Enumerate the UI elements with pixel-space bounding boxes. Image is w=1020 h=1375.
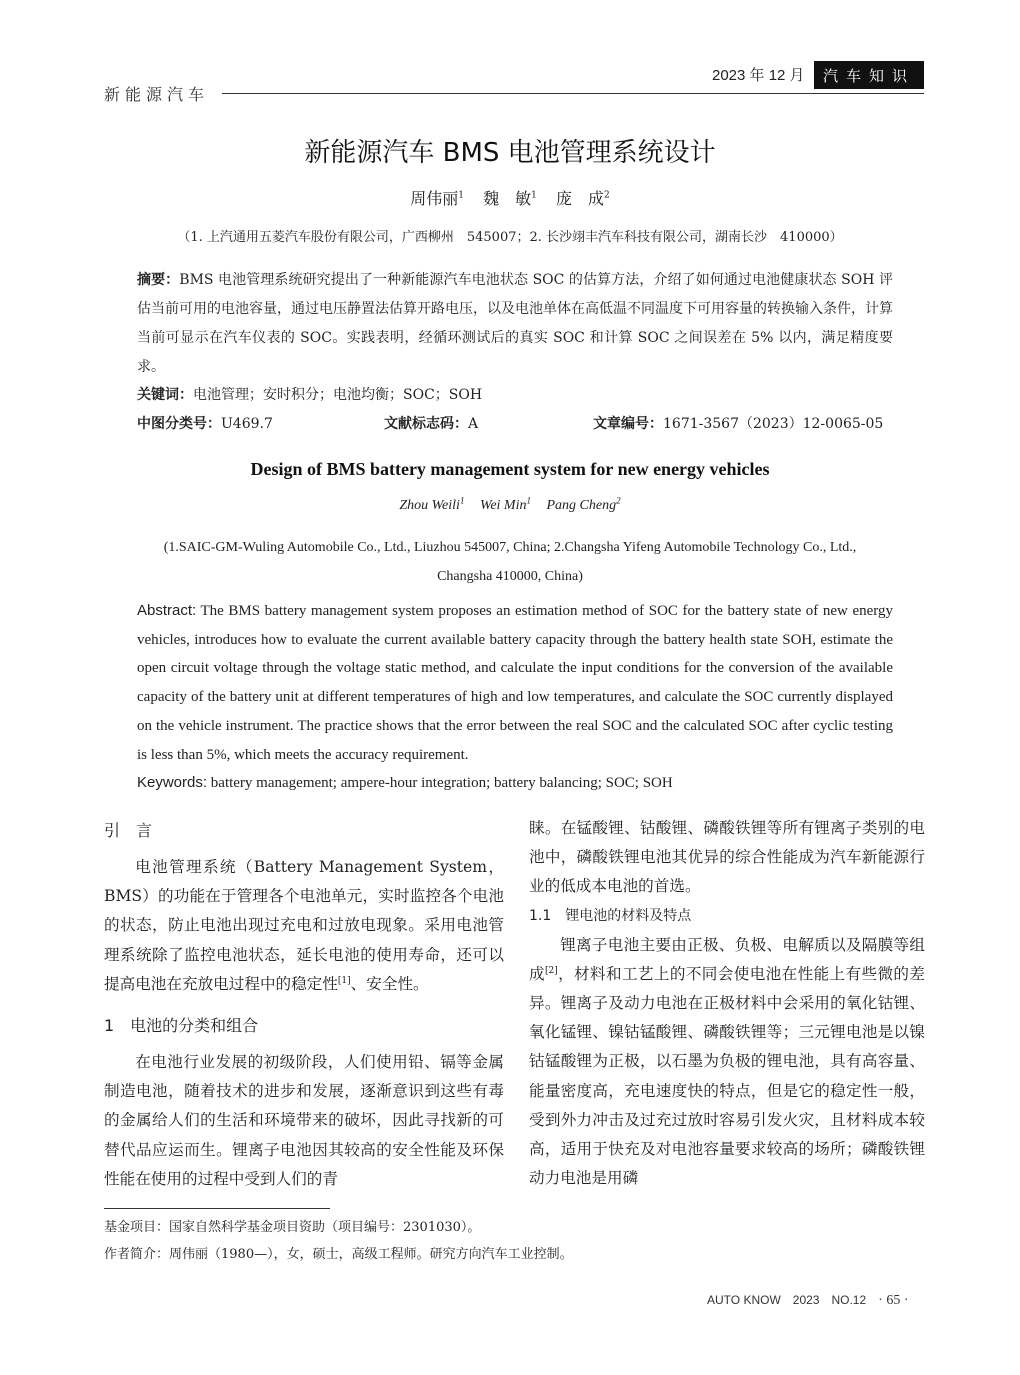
keywords-label: 关键词： [137,387,193,403]
body-column-left [104,814,504,1194]
document-code [384,413,478,433]
english-abstract [137,597,893,769]
english-author [479,495,531,513]
author-name: 庞 成 [555,189,604,208]
section-heading-1: 1 电池的分类和组合 [104,1016,259,1036]
footnote-rule [104,1208,330,1209]
section-heading-1-1: 1.1 锂电池的材料及特点 [529,907,692,924]
footnote-author-bio: 作者简介：周伟丽（1980—），女，硕士，高级工程师。研究方向汽车工业控制。 [104,1247,573,1262]
paragraph-text: 锂离子电池主要由正极、负极、电解质以及隔膜等组成 [529,935,925,983]
article-no-value: 1671-3567（2023）12-0065-05 [663,416,884,432]
english-author-name: Wei Min [479,498,527,513]
english-author [399,495,465,513]
page-number: · 65 · [878,1293,909,1308]
paragraph-text: 、安全性。 [350,974,429,993]
footnote-fund: 基金项目：国家自然科学基金项目资助（项目编号：2301030）。 [104,1220,481,1235]
english-author-name: Zhou Weili [399,498,460,513]
clc-label: 中图分类号： [137,416,221,432]
abstract-text: BMS 电池管理系统研究提出了一种新能源汽车电池状态 SOC 的估算方法，介绍了如何通过电池健康状态 SOH 评估当前可用的电池容量，通过电压静置法估算开路电压，以及电池单体在高低温不同温度下可用容量的转换输入条件，计算当前可显示在汽车仪表的 SOC。实践表明，经循环测试后的真实 SOC 和计算 SOC 之间误差在 5% 以内，满足精度要求。 [137,272,893,375]
english-keywords [137,769,893,798]
english-author-name: Pang Cheng [546,498,617,513]
abstract-label: 摘要： [137,272,180,288]
citation-mark: [1] [337,975,351,986]
author-list [0,186,1020,209]
keywords-zh [137,381,893,410]
body-paragraph [104,853,504,999]
journal-badge: 汽车知识 [814,61,924,89]
article-number [593,413,883,433]
abstract-en [137,597,893,798]
paragraph-text: ，材料和工艺上的不同会使电池在性能上有些微的差异。锂离子及动力电池在正极材料中会采用的氧化钴锂、氧化锰锂、镍钴锰酸锂、磷酸铁锂等；三元锂电池是以镍钴锰酸锂为正极，以石墨为负极的锂电池，具有高容量、能量密度高，充电速度快的特点，但是它的稳定性一般，受到外力冲击及过充过放时容易引发火灾，且材料成本较高，适用于快充及对电池容量要求较高的场所；磷酸铁锂动力电池是用磷 [529,964,925,1188]
doc-code-label: 文献标志码： [384,416,468,432]
header-rule [222,93,924,94]
english-abstract-label: Abstract: [137,602,197,619]
author-affil-mark: 2 [603,190,610,201]
english-keywords-label: Keywords: [137,774,208,792]
english-affiliation-line: (1.SAIC-GM-Wuling Automobile Co., Ltd., Liuzhou 545007, China; 2.Changsha Yifeng Automobile Technology Co., Ltd., [163,540,857,555]
author-name: 魏 敏 [483,189,532,208]
english-author-list [0,495,1020,514]
article-no-label: 文章编号： [593,416,663,432]
doc-code-value: A [468,416,479,432]
english-title: Design of BMS battery management system for new energy vehicles [250,459,770,479]
author-name: 周伟丽 [410,189,459,208]
author-affil-mark: 1 [531,190,537,201]
section-label: 新能源汽车 [104,85,210,104]
english-keywords-text: battery management; ampere-hour integration; battery balancing; SOC; SOH [207,775,673,792]
english-affiliation-line: Changsha 410000, China) [437,569,583,584]
english-affiliation [130,533,890,591]
body-paragraph: 睐。在锰酸锂、钴酸锂、磷酸铁锂等所有锂离子类别的电池中，磷酸铁锂电池其优异的综合性能成为汽车新能源行业的低成本电池的首选。 [529,819,925,896]
author-affil-mark: 1 [459,495,465,506]
abstract-zh [137,266,893,382]
author-affil-mark: 1 [526,495,531,506]
keywords-text: 电池管理；安时积分；电池均衡；SOC；SOH [193,387,483,403]
body-paragraph [529,931,925,1194]
issue-date: 2023 年 12 月 [712,67,805,84]
body-paragraph: 在电池行业发展的初级阶段，人们使用铅、镉等金属制造电池，随着技术的进步和发展，逐渐意识到这些有毒的金属给人们的生活和环境带来的破坏，因此寻找新的可替代品应运而生。锂离子电池因其较高的安全性能及环保性能在使用的过程中受到人们的青 [104,1053,504,1188]
section-heading-intro: 引 言 [104,821,153,840]
page-title: 新能源汽车 BMS 电池管理系统设计 [304,138,716,168]
author-affil-mark: 2 [616,495,621,506]
english-author [546,495,621,513]
author-affil-mark: 1 [458,190,465,201]
affiliation: （1. 上汽通用五菱汽车股份有限公司，广西柳州 545007；2. 长沙翊丰汽车科技有限公司，湖南长沙 410000） [177,230,843,245]
page-footer [707,1291,909,1309]
journal-issue: AUTO KNOW 2023 NO.12 [707,1293,867,1307]
body-column-right [529,814,925,1193]
clc-value: U469.7 [221,416,273,432]
english-abstract-text: The BMS battery management system proposes an estimation method of SOC for the battery state of new energy vehicles, introduces how to evaluate the current available battery capacity through the battery health state SOH, estimate the open circuit voltage through the voltage static method, and calculate the input conditions for the conversion of the available capacity of the battery unit at different temperatures of high and low temperatures, and calculate the SOC currently displayed on the vehicle instrument. The practice shows that the error between the real SOC and the calculated SOC after cyclic testing is less than 5%, which meets the accuracy requirement. [137,603,893,763]
paragraph-text: 电池管理系统（Battery Management System，BMS）的功能在于管理各个电池单元，实时监控各个电池的状态，防止电池出现过充电和过放电现象。采用电池管理系统除了监控电池状态，延长电池的使用寿命，还可以提高电池在充放电过程中的稳定性 [104,858,504,993]
clc-number [137,413,273,433]
citation-mark: [2] [544,965,558,976]
